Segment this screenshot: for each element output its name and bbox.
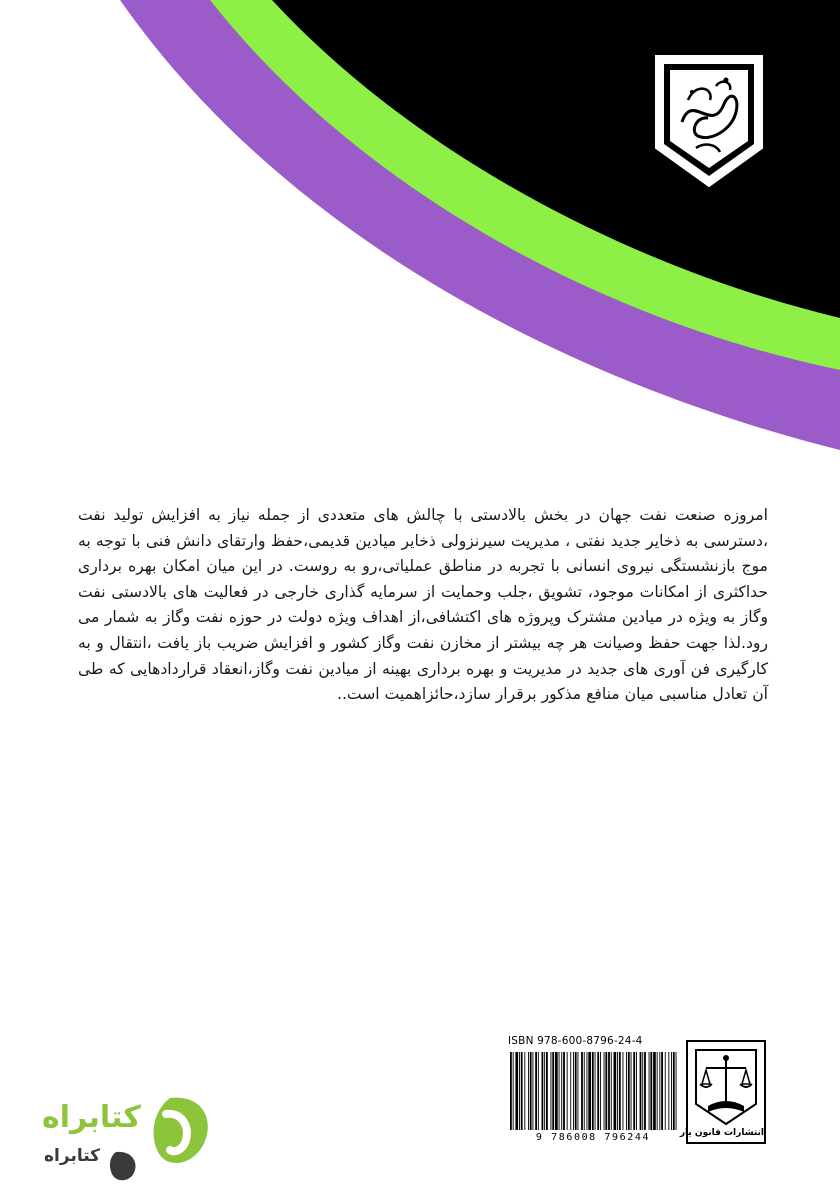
barcode-bar <box>600 1052 601 1130</box>
watermark-subtitle: کتابراه <box>44 1146 101 1166</box>
barcode-bar <box>636 1052 637 1130</box>
scales-and-book-icon <box>688 1046 764 1130</box>
barcode-bar <box>510 1052 512 1130</box>
barcode-bar <box>533 1052 534 1130</box>
barcode-bar <box>542 1052 544 1130</box>
barcode-bar <box>544 1052 545 1130</box>
isbn-barcode <box>508 1052 678 1130</box>
barcode-bar <box>521 1052 523 1130</box>
barcode-bar <box>535 1052 537 1130</box>
barcode-bar <box>668 1052 669 1130</box>
barcode-bar <box>617 1052 618 1130</box>
barcode-bar <box>661 1052 663 1130</box>
barcode-bar <box>657 1052 658 1130</box>
barcode-bar <box>524 1052 525 1130</box>
publisher-calligraphy-shield-icon <box>652 52 766 190</box>
barcode-bar <box>633 1052 635 1130</box>
barcode-bar <box>588 1052 591 1130</box>
barcode-bar <box>563 1052 565 1130</box>
barcode-bar <box>673 1052 675 1130</box>
barcode-bar <box>546 1052 548 1130</box>
watermark-title: کتابراه <box>42 1100 141 1135</box>
barcode-bar <box>587 1052 588 1130</box>
barcode-bar <box>552 1052 554 1130</box>
back-cover-blurb: امروزه صنعت نفت جهان در بخش بالادستی با چالش های متعددی از جمله نیاز به افزایش تولید نفت ،دسترسی به ذخایر جدید نفتی ، مدیریت سیرنزولی ذخایر میادین قدیمی،حفظ وارتقای دانش فنی با توجه به موج بازنشستگی نیروی انسانی با تجربه در مناطق عملیاتی،رو به روست. در این میان امکان بهره برداری حداکثری از امکانات موجود، تشویق ،جلب وحمایت از سرمایه گذاری خارجی در فعالیت های بالادستی نفت وگاز به ویژه در میادین مشترک وپروژه های اکتشافی،از اهداف ویژه دولت در حوزه نفت وگاز به شمار می رود.لذا جهت حفظ وصیانت هر چه بیشتر از مخازن نفت وگاز کشور و افزایش ضریب باز یافت ،انتقال و به کارگیری فن آوری های جدید در مدیریت و بهره برداری بهینه از میادین نفت وگاز،انعقاد قراردادهایی که طی آن تعادل مناسبی میان منافع مذکور برقرار سازد،حائزاهمیت است.. <box>78 506 768 704</box>
barcode-bar <box>578 1052 579 1130</box>
barcode-bar <box>623 1052 624 1130</box>
barcode-bar <box>608 1052 610 1130</box>
barcode-bar <box>538 1052 539 1130</box>
barcode-bar <box>644 1052 646 1130</box>
barcode-bar <box>592 1052 594 1130</box>
barcode-bar <box>619 1052 621 1130</box>
barcode-bar <box>597 1052 599 1130</box>
barcode-bar <box>584 1052 585 1130</box>
barcode-bar <box>555 1052 558 1130</box>
barcode-bar <box>581 1052 583 1130</box>
barcode-bar <box>650 1052 652 1130</box>
barcode-bar <box>614 1052 617 1130</box>
barcode-bar <box>640 1052 642 1130</box>
barcode-bar <box>519 1052 520 1130</box>
barcode-bar <box>573 1052 574 1130</box>
barcode-bar <box>649 1052 650 1130</box>
barcode-bar <box>653 1052 656 1130</box>
barcode-bar <box>671 1052 672 1130</box>
barcode-bar <box>665 1052 666 1130</box>
barcode-bar <box>513 1052 514 1130</box>
barcode-bar <box>530 1052 532 1130</box>
barcode-bar <box>642 1052 643 1130</box>
barcode-bar <box>551 1052 552 1130</box>
barcode-digits: 9 786008 796244 <box>535 1132 651 1143</box>
publisher-name: انتشارات قانون یار <box>679 1128 764 1138</box>
barcode-bar <box>559 1052 560 1130</box>
publisher-logo-box <box>679 1040 766 1144</box>
barcode-bar <box>676 1052 677 1130</box>
barcode-bar <box>595 1052 596 1130</box>
barcode-bar <box>561 1052 562 1130</box>
barcode-bar <box>570 1052 571 1130</box>
barcode-bar <box>605 1052 607 1130</box>
barcode-bar <box>575 1052 577 1130</box>
barcode-bar <box>659 1052 660 1130</box>
isbn-label: ISBN 978-600-8796-24-4 <box>508 1035 643 1047</box>
barcode-bar <box>626 1052 627 1130</box>
barcode-bar <box>604 1052 605 1130</box>
barcode-bar <box>528 1052 529 1130</box>
barcode-bar <box>628 1052 630 1130</box>
barcode-bar <box>611 1052 612 1130</box>
barcode-bar <box>515 1052 518 1130</box>
barcode-bar <box>631 1052 632 1130</box>
barcode-bar <box>567 1052 568 1130</box>
